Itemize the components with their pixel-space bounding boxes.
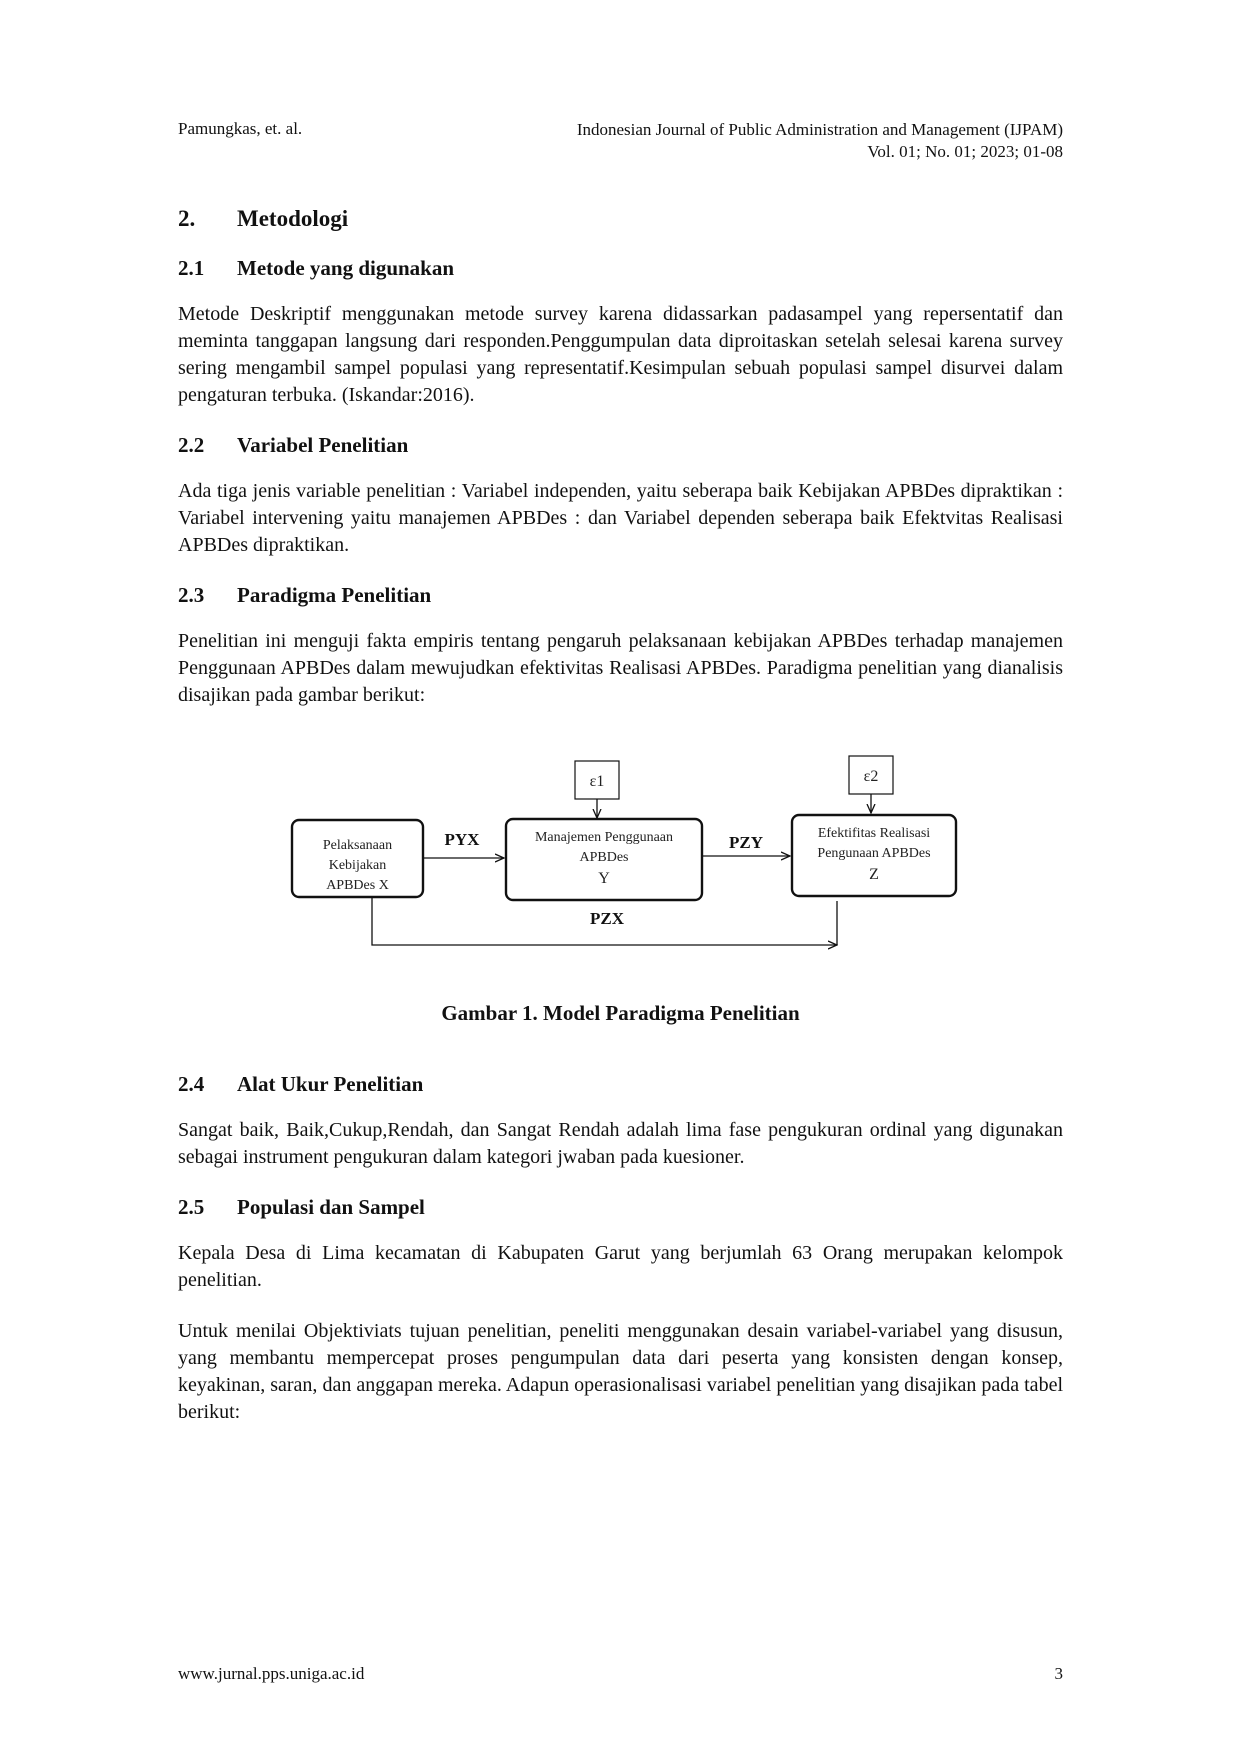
box-z-line-2: Pengunaan APBDes	[817, 846, 931, 861]
subsection-heading	[178, 1072, 1063, 1097]
subsection-number: 2.4	[178, 1072, 205, 1096]
subsection-number: 2.5	[178, 1195, 205, 1219]
page-number: 3	[1054, 1664, 1063, 1683]
journal-title: Indonesian Journal of Public Administration and Management (IJPAM)	[576, 120, 1063, 139]
subsection-title: Alat Ukur Penelitian	[237, 1072, 424, 1096]
subsection-title: Variabel Penelitian	[237, 433, 409, 457]
box-x-line-2: Kebijakan	[328, 858, 387, 873]
paradigm-diagram	[178, 733, 1063, 991]
path-label-yx: PYX	[444, 830, 480, 849]
footer-url: www.jurnal.pps.uniga.ac.id	[178, 1664, 365, 1683]
subsection-title: Paradigma Penelitian	[237, 583, 432, 607]
paragraph: Sangat baik, Baik,Cukup,Rendah, dan Sangat Rendah adalah lima fase pengukuran ordinal yang digunakan sebagai instrument pengukuran dalam kategori jwaban pada kuesioner.	[178, 1119, 1063, 1168]
running-header-author: Pamungkas, et. al.	[178, 119, 303, 138]
subsection-title: Populasi dan Sampel	[237, 1195, 425, 1219]
subsection-title: Metode yang digunakan	[237, 256, 455, 280]
subsection-heading	[178, 1195, 1063, 1220]
paradigm-diagram-svg	[178, 733, 1063, 991]
subsection-heading	[178, 256, 1063, 281]
paragraph: Penelitian ini menguji fakta empiris tentang pengaruh pelaksanaan kebijakan APBDes terhadap manajemen Penggunaan APBDes dalam mewujudkan efektivitas Realisasi APBDes. Paradigma penelitian yang dianalisis disajikan pada gambar berikut:	[178, 630, 1063, 706]
subsection-number: 2.1	[178, 256, 205, 280]
subsection-heading	[178, 583, 1063, 608]
section-title: Metodologi	[237, 206, 349, 231]
paragraph: Metode Deskriptif menggunakan metode survey karena didassarkan padasampel yang repersentatif dan meminta tanggapan langsung dari responden.Penggumpulan data diproitaskan setelah selesai karena survey sering mengambil sampel populasi yang representatif.Kesimpulan sebuah populasi sampel disurvei dalam pengaturan terbuka. (Iskandar:2016).	[178, 303, 1063, 406]
box-y-line-3: Y	[598, 870, 610, 887]
box-y-line-1: Manajemen Penggunaan	[534, 830, 674, 845]
running-header-journal	[577, 119, 1063, 163]
paragraph: Ada tiga jenis variable penelitian : Variabel independen, yaitu seberapa baik Kebijakan APBDes dipraktikan : Variabel intervening yaitu manajemen APBDes : dan Variabel dependen seberapa baik Efektvitas Realisasi APBDes dipraktikan.	[178, 480, 1063, 556]
box-y-line-2: APBDes	[579, 850, 629, 865]
box-x-line-3: APBDes X	[326, 878, 389, 893]
paragraph: Kepala Desa di Lima kecamatan di Kabupaten Garut yang berjumlah 63 Orang merupakan kelompok penelitian.	[178, 1242, 1063, 1291]
journal-volume: Vol. 01; No. 01; 2023; 01-08	[867, 142, 1063, 161]
box-z-line-1: Efektifitas Realisasi	[817, 826, 931, 841]
figure-caption: Gambar 1. Model Paradigma Penelitian	[441, 1001, 800, 1025]
path-label-zx: PZX	[590, 909, 624, 928]
error-label-2: ε2	[863, 768, 879, 785]
section-heading	[178, 206, 1063, 232]
paragraph: Untuk menilai Objektiviats tujuan penelitian, peneliti menggunakan desain variabel-variabel yang disusun, yang membantu mempercepat proses pengumpulan data dari peserta yang konsisten dengan konsep, keyakinan, saran, dan anggapan mereka. Adapun operasionalisasi variabel penelitian yang disajikan pada tabel berikut:	[178, 1320, 1063, 1423]
path-label-zy: PZY	[729, 833, 763, 852]
subsection-number: 2.2	[178, 433, 205, 457]
box-x-line-1: Pelaksanaan	[322, 838, 393, 853]
error-label-1: ε1	[589, 773, 605, 790]
subsection-number: 2.3	[178, 583, 205, 607]
section-number: 2.	[178, 206, 196, 231]
subsection-heading	[178, 433, 1063, 458]
box-z-line-3: Z	[869, 866, 879, 883]
page-content	[178, 206, 1063, 1450]
